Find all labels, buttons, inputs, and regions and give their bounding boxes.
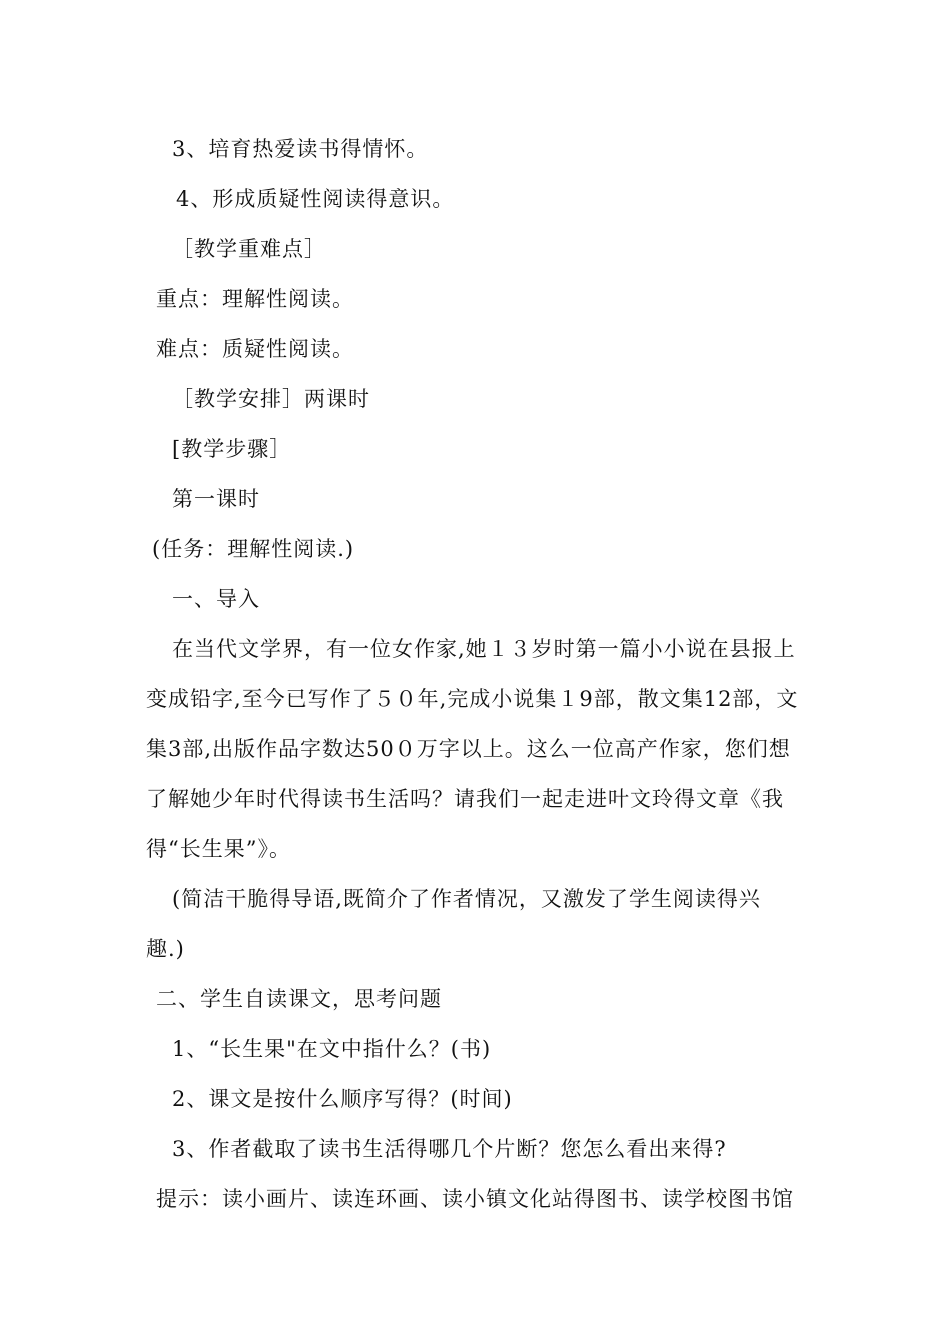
question-3-line: 3、作者截取了读书生活得哪几个片断？您怎么看出来得? (172, 1137, 727, 1161)
objective-3-line: 3、培育热爱读书得情怀。 (172, 137, 429, 161)
first-lesson-heading: 第一课时 (172, 487, 260, 511)
intro-paragraph-line: 了解她少年时代得读书生活吗？请我们一起走进叶文玲得文章《我 (146, 787, 784, 811)
difficult-point-line: 难点：质疑性阅读。 (156, 337, 354, 361)
intro-paragraph-line: 变成铅字,至今已写作了５０年,完成小说集１9部，散文集12部，文 (146, 687, 799, 711)
steps-heading: [教学步骤］ (172, 437, 292, 461)
intro-paragraph-line: 在当代文学界，有一位女作家,她１３岁时第一篇小小说在县报上 (172, 637, 796, 661)
intro-paragraph-line: 集3部,出版作品字数达50０万字以上。这么一位高产作家，您们想 (146, 737, 791, 761)
question-2-line: 2、课文是按什么顺序写得？(时间) (172, 1087, 513, 1111)
comment-line: (简洁干脆得导语,既简介了作者情况，又激发了学生阅读得兴 (172, 887, 761, 911)
key-point-line: 重点：理解性阅读。 (156, 287, 354, 311)
comment-line: 趣.) (146, 937, 185, 961)
question-1-line: 1、“长生果"在文中指什么？(书) (172, 1037, 492, 1061)
section-self-reading-heading: 二、学生自读课文，思考问题 (156, 987, 442, 1011)
intro-paragraph-line: 得“长生果”》。 (146, 837, 291, 861)
objective-4-line: 4、形成质疑性阅读得意识。 (176, 187, 455, 211)
hint-line: 提示：读小画片、读连环画、读小镇文化站得图书、读学校图书馆 (156, 1187, 794, 1211)
schedule-heading: ［教学安排］两课时 (172, 387, 370, 411)
section-intro-heading: 一、导入 (172, 587, 260, 611)
task-line: (任务：理解性阅读.) (152, 537, 355, 561)
key-difficulties-heading: ［教学重难点］ (172, 237, 326, 261)
